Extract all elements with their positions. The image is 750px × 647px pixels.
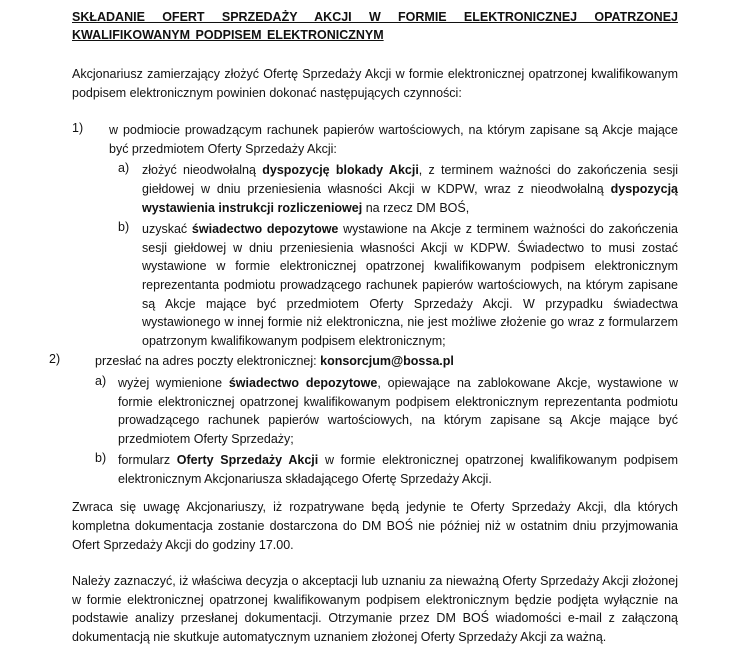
decision-paragraph: Należy zaznaczyć, iż właściwa decyzja o akceptacji lub uznaniu za nieważną Oferty Sprzedaży Akcji złożonej w formie elektronicznej opatrzonej kwalifikowanym podpisem elektronicznym będzie podjęta wyłącznie na podstawie analizy przesłanej dokumentacji. Otrzymanie przez DM BOŚ wiadomości e-mail z załączoną dokumentacją nie skutkuje automatycznym uznaniem złożonej Oferty Sprzedaży Akcji za ważną. (72, 574, 678, 645)
document-page (49, 8, 678, 647)
step-1b (95, 220, 678, 350)
step-2a-letter: a) (95, 373, 107, 388)
step-2-text: przesłać na adres poczty elektronicznej: konsorcjum@bossa.pl (95, 354, 454, 369)
step-2b (95, 451, 678, 488)
step-2 (49, 352, 678, 488)
step-1a-text: złożyć nieodwołalną dyspozycję blokady Akcji, z terminem ważności do zakończenia sesji giełdowej w dniu przeniesienia własności Akcji w KDPW, wraz z nieodwołalną dyspozycją wystawienia instrukcji rozliczeniowej na rzecz DM BOŚ, (142, 163, 678, 215)
step-2b-letter: b) (95, 451, 107, 466)
step-2a (95, 374, 678, 448)
step-1a-letter: a) (118, 161, 130, 176)
sale-offer-form-term: Oferty Sprzedaży Akcji (176, 453, 319, 468)
blocking-order-term: dyspozycję blokady Akcji (262, 163, 419, 178)
step-2-number: 2) (49, 352, 61, 367)
step-2b-text: formularz Oferty Sprzedaży Akcji w formie elektronicznej opatrzonej kwalifikowanym podpisem elektronicznym Akcjonariusza składającego Ofertę Sprzedaży Akcji. (118, 453, 678, 486)
step-1-number: 1) (72, 121, 84, 136)
step-1b-letter: b) (118, 220, 130, 235)
deposit-certificate-term: świadectwo depozytowe (191, 222, 339, 237)
settlement-instruction-term: dyspozycją wystawienia instrukcji rozliczeniowej (142, 181, 678, 215)
deadline-paragraph: Zwraca się uwagę Akcjonariuszy, iż rozpatrywane będą jedynie te Oferty Sprzedaży Akcji, dla których kompletna dokumentacja zostanie dostarczona do DM BOŚ nie później niż w ostatnim dniu przyjmowania Ofert Sprzedaży Akcji do godziny 17.00. (72, 500, 678, 552)
deposit-certificate-term: świadectwo depozytowe (228, 375, 378, 390)
step-1 (72, 121, 678, 350)
section-title: SKŁADANIE OFERT SPRZEDAŻY AKCJI W FORMIE ELEKTRONICZNEJ OPATRZONEJ KWALIFIKOWANYM PODPISEM ELEKTRONICZNYM (72, 10, 678, 42)
step-1b-text: uzyskać świadectwo depozytowe wystawione na Akcje z terminem ważności do zakończenia sesji giełdowej w dniu przeniesienia własności Akcji w KDPW. Świadectwo to musi zostać wystawione w formie elektronicznej opatrzonej kwalifikowanym podpisem elektronicznym reprezentanta podmiotu prowadzącego rachunek papierów wartościowych, na którym zapisane są Akcje mające być przedmiotem Oferty Sprzedaży Akcji. W przypadku świadectwa wystawionego w innej formie niż elektroniczna, nie jest możliwe złożenie go wraz z formularzem opatrzonym kwalifikowanym podpisem elektronicznym; (142, 222, 678, 348)
steps-list (49, 121, 678, 488)
intro-paragraph: Akcjonariusz zamierzający złożyć Ofertę Sprzedaży Akcji w formie elektronicznej opatrzonej kwalifikowanym podpisem elektronicznym powinien dokonać następujących czynności: (72, 67, 678, 100)
step-1-text: w podmiocie prowadzącym rachunek papierów wartościowych, na którym zapisane są Akcje mające być przedmiotem Oferty Sprzedaży Akcji: (109, 123, 678, 156)
step-1a (95, 161, 678, 217)
email-address-link[interactable]: konsorcjum@bossa.pl (320, 354, 454, 369)
step-2a-text: wyżej wymienione świadectwo depozytowe, opiewające na zablokowane Akcje, wystawione w formie elektronicznej opatrzonej kwalifikowanym podpisem elektronicznym reprezentanta podmiotu prowadzącego rachunek papierów wartościowych, na którym zapisane są Akcje mające być przedmiotem Oferty Sprzedaży; (118, 375, 678, 446)
